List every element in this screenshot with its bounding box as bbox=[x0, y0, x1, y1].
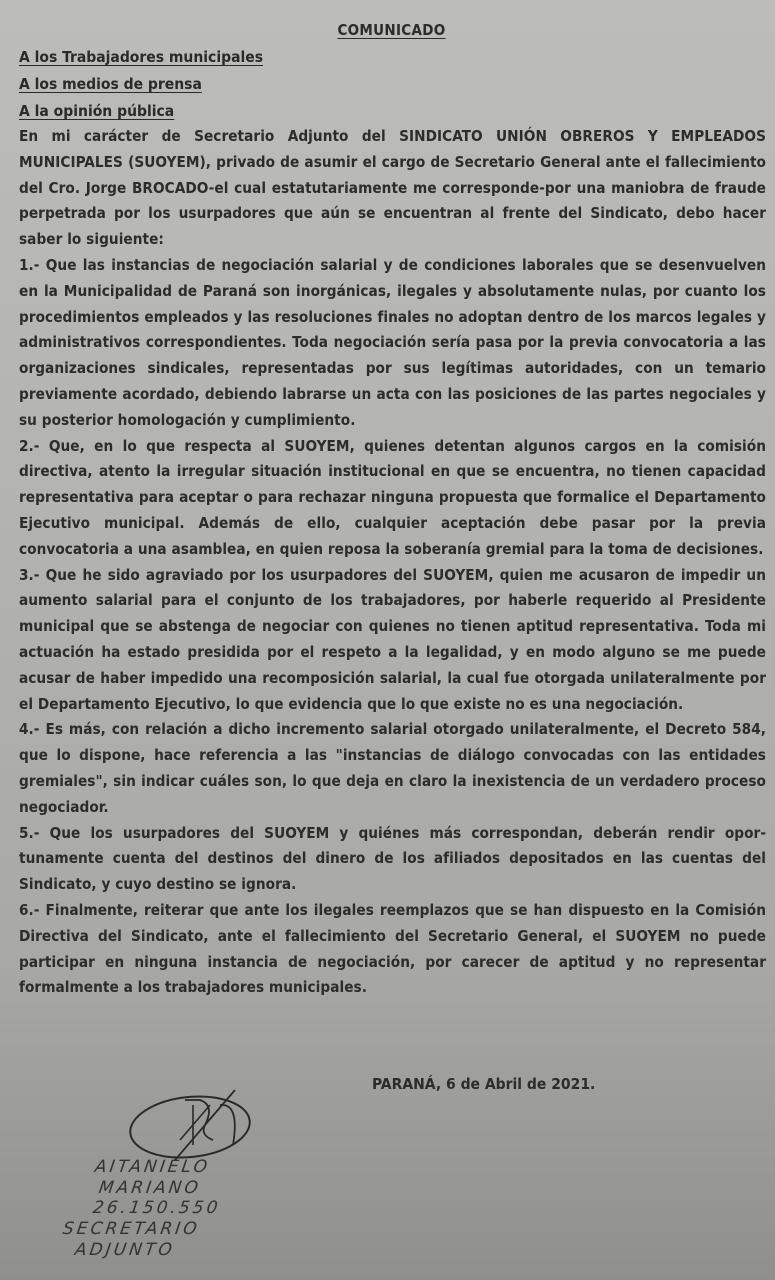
document-title: COMUNICADO bbox=[337, 21, 446, 39]
place-date: PARANÁ, 6 de Abril de 2021. bbox=[372, 1075, 596, 1093]
signature-scribble-icon bbox=[105, 1085, 305, 1165]
intro-paragraph: En mi carácter de Secretario Adjunto del SINDICATO UNIÓN OBREROS Y EMPLEADOS MUNICIPALES (SUOYEM), privado de asumir el cargo de Secretario General ante el fallecimiento del Cro. Jorge BROCADO-el cual estatutariamente me corresponde-por una maniobra de fraude perpetrada por los usurpadores que aún se encuentran al frente del Sindicato, debo hacer saber lo siguiente: bbox=[19, 127, 766, 249]
signature-block bbox=[61, 1085, 285, 1275]
point-3: 3.- Que he sido agraviado por los usurpadores del SUOYEM, quien me acusaron de impedir un aumento salarial para el conjunto de los trabajadores, por haberle requerido al Presidente municipal que se abstenga de negociar con quienes no tienen aptitud representativa. Toda mi actuación ha estado presidida por el respeto a la legalidad, y en modo alguno se me puede acusar de haber impedido una recomposición salarial, la cual fue otorgada unilateralmente por el Departamento Ejecutivo, lo que evidencia que lo que existe no es una negociación. bbox=[19, 565, 766, 713]
signature-role-line-2: ADJUNTO bbox=[73, 1240, 177, 1260]
point-4: 4.- Es más, con relación a dicho incremento salarial otorgado unilateralmente, el Decreto 584, que lo dispone, hace referencia a las "instancias de diálogo convocadas con las entidades gremiales", sin indicar cuáles son, lo que deja en claro la inexistencia de un verdadero proceso negociador. bbox=[19, 720, 766, 816]
point-5: 5.- Que los usurpadores del SUOYEM y quiénes más correspondan, deberán rendir oportunamente cuenta del destinos del dinero de los afiliados depositados en las cuentas del Sindicato, y cuyo destino se ignora. bbox=[19, 823, 766, 894]
addressee-public: A la opinión pública bbox=[19, 102, 175, 120]
signature-name-line-1: AITANIELO bbox=[93, 1157, 212, 1177]
signature-name-line-2: MARIANO bbox=[97, 1178, 203, 1198]
addressee-press: A los medios de prensa bbox=[19, 75, 202, 93]
addressee-workers: A los Trabajadores municipales bbox=[19, 48, 264, 66]
signature-role-line-1: SECRETARIO bbox=[61, 1219, 202, 1239]
point-1: 1.- Que las instancias de negociación salarial y de condiciones laborales que se desenvuelven en la Municipalidad de Paraná son inorgánicas, ilegales y absolutamente nulas, por cuanto los procedimientos empleados y las resoluciones finales no adoptan dentro de los marcos legales y administrativos correspondientes. Toda negociación sería pasa por la previa convocatoria a las organizaciones sindicales, representadas por sus legítimas autoridades, con un temario previamente acordado, debiendo labrarse un acta con las posiciones de las partes negociales y su posterior homologación y cumplimiento. bbox=[19, 255, 766, 429]
point-2: 2.- Que, en lo que respecta al SUOYEM, quienes detentan algunos cargos en la comisión directiva, atento la irregular situación institucional en que se encuentra, no tienen capacidad representativa para aceptar o para rechazar ninguna propuesta que formalice el Departamento Ejecutivo municipal. Además de ello, cualquier aceptación debe pasar por la previa convocatoria a una asamblea, en quien reposa la soberanía gremial para la toma de decisiones. bbox=[19, 436, 766, 558]
document-body bbox=[19, 124, 766, 1001]
signature-id-number: 26.150.550 bbox=[91, 1198, 222, 1218]
point-6: 6.- Finalmente, reiterar que ante los ilegales reemplazos que se han dispuesto en la Comisión Directiva del Sindicato, ante el fallecimiento del Secretario General, el SUOYEM no puede participar en ninguna instancia de negociación, por carecer de aptitud y no representar formalmente a los trabajadores municipales. bbox=[19, 900, 766, 997]
